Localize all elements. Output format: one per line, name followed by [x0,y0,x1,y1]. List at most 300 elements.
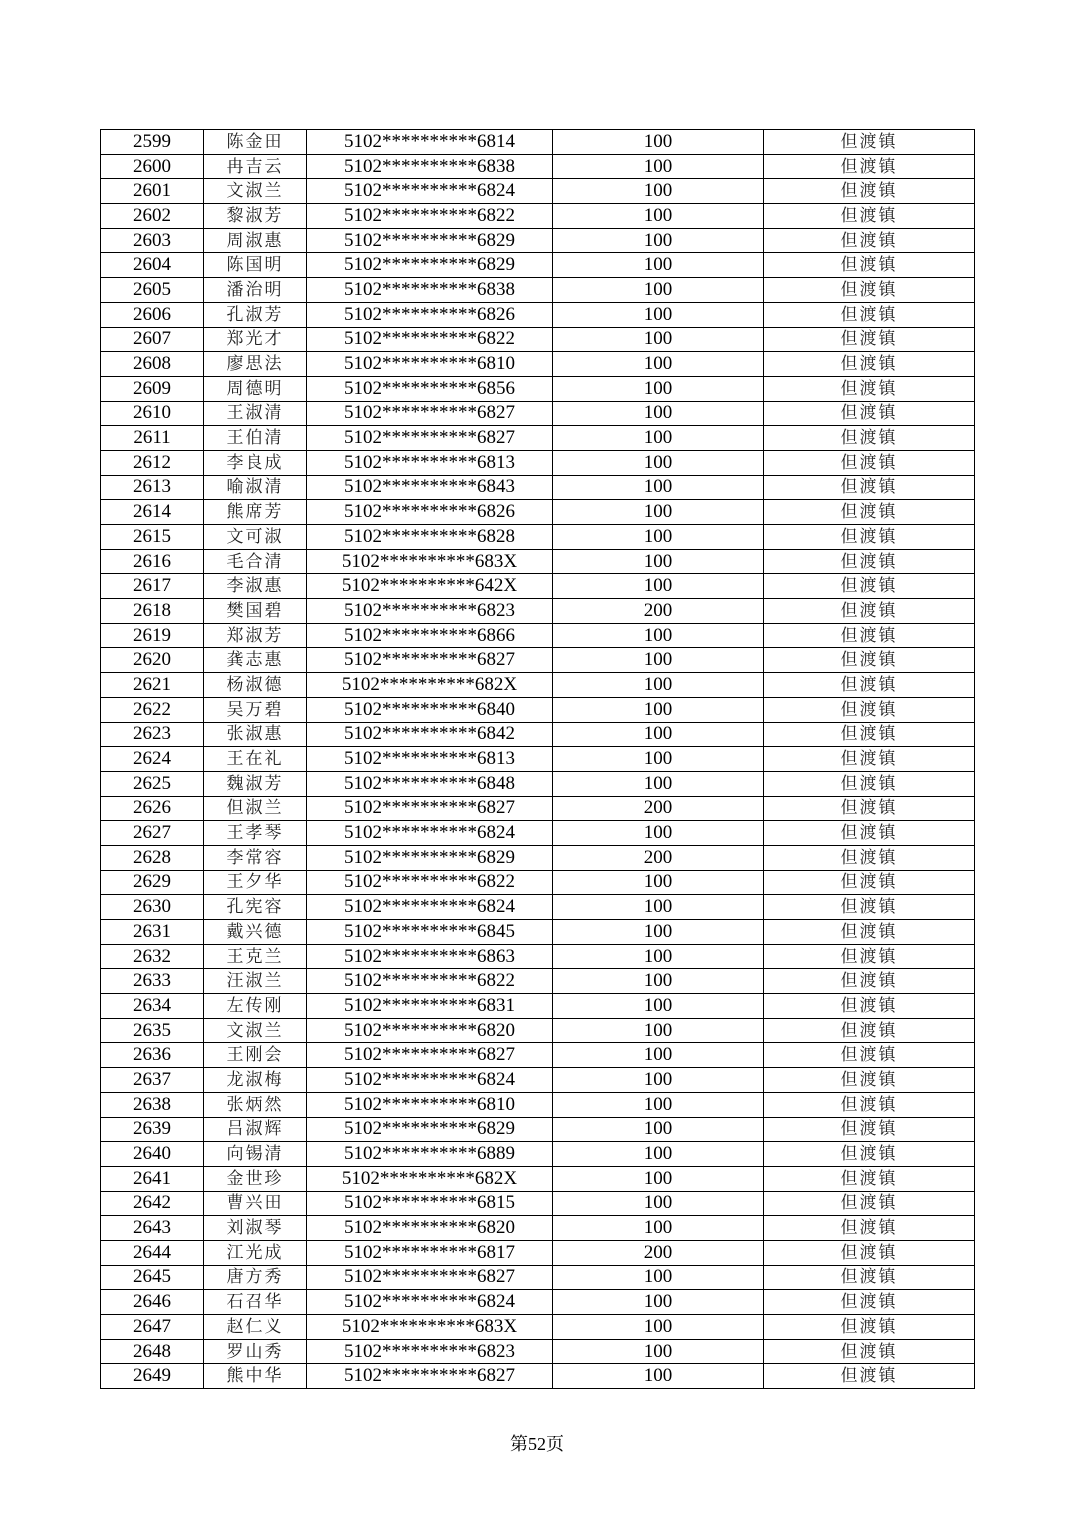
amount-cell: 100 [553,376,764,401]
person-name-cell: 孔宪容 [204,895,307,920]
id-number-cell: 5102**********6823 [307,599,553,624]
person-name-cell: 汪淑兰 [204,969,307,994]
person-name-cell: 周德明 [204,376,307,401]
town-name-cell: 但渡镇 [764,1240,975,1265]
id-number-cell: 5102**********6817 [307,1240,553,1265]
row-number-cell: 2613 [101,475,204,500]
person-name-cell: 王刚会 [204,1043,307,1068]
id-number-cell: 5102**********6863 [307,944,553,969]
id-number-cell: 5102**********6829 [307,228,553,253]
town-name-cell: 但渡镇 [764,179,975,204]
row-number-cell: 2633 [101,969,204,994]
person-name-cell: 王伯清 [204,426,307,451]
id-number-cell: 5102**********682X [307,673,553,698]
table-row [101,574,975,599]
amount-cell: 100 [553,1142,764,1167]
table-row [101,1117,975,1142]
row-number-cell: 2625 [101,771,204,796]
person-name-cell: 向锡清 [204,1142,307,1167]
town-name-cell: 但渡镇 [764,1018,975,1043]
person-name-cell: 郑光才 [204,327,307,352]
table-row [101,1191,975,1216]
row-number-cell: 2610 [101,401,204,426]
amount-cell: 100 [553,401,764,426]
person-name-cell: 王夕华 [204,870,307,895]
town-name-cell: 但渡镇 [764,697,975,722]
table-row [101,722,975,747]
town-name-cell: 但渡镇 [764,352,975,377]
row-number-cell: 2636 [101,1043,204,1068]
person-name-cell: 毛合清 [204,549,307,574]
person-name-cell: 龚志惠 [204,648,307,673]
row-number-cell: 2642 [101,1191,204,1216]
town-name-cell: 但渡镇 [764,1315,975,1340]
id-number-cell: 5102**********6824 [307,1068,553,1093]
table-row [101,920,975,945]
amount-cell: 100 [553,500,764,525]
id-number-cell: 5102**********6842 [307,722,553,747]
row-number-cell: 2638 [101,1092,204,1117]
row-number-cell: 2640 [101,1142,204,1167]
town-name-cell: 但渡镇 [764,253,975,278]
person-name-cell: 李淑惠 [204,574,307,599]
table-row [101,623,975,648]
town-name-cell: 但渡镇 [764,920,975,945]
table-body [101,130,975,1389]
row-number-cell: 2605 [101,278,204,303]
person-name-cell: 但淑兰 [204,796,307,821]
table-row [101,870,975,895]
amount-cell: 100 [553,920,764,945]
id-number-cell: 5102**********6827 [307,796,553,821]
id-number-cell: 5102**********6827 [307,1265,553,1290]
id-number-cell: 5102**********6814 [307,130,553,155]
id-number-cell: 5102**********6838 [307,154,553,179]
person-name-cell: 戴兴德 [204,920,307,945]
row-number-cell: 2614 [101,500,204,525]
table-row [101,130,975,155]
town-name-cell: 但渡镇 [764,1117,975,1142]
table-row [101,228,975,253]
person-name-cell: 左传刚 [204,994,307,1019]
row-number-cell: 2623 [101,722,204,747]
town-name-cell: 但渡镇 [764,771,975,796]
town-name-cell: 但渡镇 [764,204,975,229]
row-number-cell: 2628 [101,845,204,870]
town-name-cell: 但渡镇 [764,673,975,698]
amount-cell: 100 [553,1364,764,1389]
town-name-cell: 但渡镇 [764,302,975,327]
row-number-cell: 2603 [101,228,204,253]
town-name-cell: 但渡镇 [764,475,975,500]
person-name-cell: 刘淑琴 [204,1216,307,1241]
town-name-cell: 但渡镇 [764,944,975,969]
table-row [101,944,975,969]
table-row [101,673,975,698]
table-row [101,821,975,846]
amount-cell: 100 [553,969,764,994]
table-row [101,401,975,426]
person-name-cell: 李常容 [204,845,307,870]
town-name-cell: 但渡镇 [764,154,975,179]
person-name-cell: 吴万碧 [204,697,307,722]
row-number-cell: 2611 [101,426,204,451]
town-name-cell: 但渡镇 [764,1265,975,1290]
amount-cell: 100 [553,697,764,722]
amount-cell: 200 [553,845,764,870]
person-name-cell: 文淑兰 [204,179,307,204]
amount-cell: 100 [553,130,764,155]
person-name-cell: 张炳然 [204,1092,307,1117]
amount-cell: 100 [553,327,764,352]
person-name-cell: 孔淑芳 [204,302,307,327]
id-number-cell: 5102**********6829 [307,253,553,278]
id-number-cell: 5102**********6813 [307,747,553,772]
id-number-cell: 5102**********6866 [307,623,553,648]
row-number-cell: 2641 [101,1166,204,1191]
town-name-cell: 但渡镇 [764,969,975,994]
table-row [101,845,975,870]
person-name-cell: 廖思法 [204,352,307,377]
town-name-cell: 但渡镇 [764,401,975,426]
town-name-cell: 但渡镇 [764,994,975,1019]
row-number-cell: 2639 [101,1117,204,1142]
town-name-cell: 但渡镇 [764,525,975,550]
table-row [101,376,975,401]
row-number-cell: 2609 [101,376,204,401]
table-row [101,1315,975,1340]
row-number-cell: 2618 [101,599,204,624]
amount-cell: 100 [553,1265,764,1290]
person-name-cell: 潘治明 [204,278,307,303]
id-number-cell: 5102**********6824 [307,1290,553,1315]
amount-cell: 100 [553,648,764,673]
town-name-cell: 但渡镇 [764,599,975,624]
amount-cell: 200 [553,796,764,821]
person-name-cell: 冉吉云 [204,154,307,179]
id-number-cell: 5102**********6845 [307,920,553,945]
table-row [101,1092,975,1117]
amount-cell: 100 [553,1339,764,1364]
town-name-cell: 但渡镇 [764,1043,975,1068]
amount-cell: 100 [553,1216,764,1241]
row-number-cell: 2644 [101,1240,204,1265]
amount-cell: 100 [553,179,764,204]
table-row [101,697,975,722]
row-number-cell: 2616 [101,549,204,574]
row-number-cell: 2607 [101,327,204,352]
town-name-cell: 但渡镇 [764,1142,975,1167]
table-row [101,1018,975,1043]
town-name-cell: 但渡镇 [764,1364,975,1389]
amount-cell: 100 [553,1117,764,1142]
table-row [101,450,975,475]
amount-cell: 100 [553,722,764,747]
id-number-cell: 5102**********6810 [307,1092,553,1117]
row-number-cell: 2643 [101,1216,204,1241]
id-number-cell: 5102**********6829 [307,1117,553,1142]
amount-cell: 100 [553,821,764,846]
row-number-cell: 2637 [101,1068,204,1093]
row-number-cell: 2635 [101,1018,204,1043]
row-number-cell: 2622 [101,697,204,722]
row-number-cell: 2619 [101,623,204,648]
table-row [101,796,975,821]
table-row [101,1265,975,1290]
amount-cell: 100 [553,426,764,451]
town-name-cell: 但渡镇 [764,722,975,747]
town-name-cell: 但渡镇 [764,130,975,155]
id-number-cell: 5102**********6826 [307,302,553,327]
person-name-cell: 黎淑芳 [204,204,307,229]
amount-cell: 100 [553,771,764,796]
row-number-cell: 2606 [101,302,204,327]
amount-cell: 100 [553,1166,764,1191]
table-row [101,771,975,796]
row-number-cell: 2629 [101,870,204,895]
town-name-cell: 但渡镇 [764,1068,975,1093]
amount-cell: 100 [553,673,764,698]
person-name-cell: 吕淑辉 [204,1117,307,1142]
amount-cell: 100 [553,475,764,500]
id-number-cell: 5102**********6856 [307,376,553,401]
row-number-cell: 2617 [101,574,204,599]
amount-cell: 100 [553,525,764,550]
id-number-cell: 5102**********682X [307,1166,553,1191]
row-number-cell: 2632 [101,944,204,969]
person-name-cell: 陈金田 [204,130,307,155]
amount-cell: 100 [553,253,764,278]
town-name-cell: 但渡镇 [764,1339,975,1364]
amount-cell: 100 [553,302,764,327]
table-row [101,154,975,179]
person-name-cell: 熊中华 [204,1364,307,1389]
town-name-cell: 但渡镇 [764,1290,975,1315]
amount-cell: 100 [553,1191,764,1216]
town-name-cell: 但渡镇 [764,623,975,648]
town-name-cell: 但渡镇 [764,1166,975,1191]
row-number-cell: 2600 [101,154,204,179]
row-number-cell: 2631 [101,920,204,945]
town-name-cell: 但渡镇 [764,1191,975,1216]
amount-cell: 100 [553,1018,764,1043]
amount-cell: 100 [553,747,764,772]
id-number-cell: 5102**********6815 [307,1191,553,1216]
amount-cell: 100 [553,228,764,253]
id-number-cell: 5102**********6822 [307,870,553,895]
person-name-cell: 王孝琴 [204,821,307,846]
id-number-cell: 5102**********642X [307,574,553,599]
town-name-cell: 但渡镇 [764,845,975,870]
person-name-cell: 樊国碧 [204,599,307,624]
town-name-cell: 但渡镇 [764,648,975,673]
town-name-cell: 但渡镇 [764,228,975,253]
table-row [101,204,975,229]
amount-cell: 100 [553,1043,764,1068]
id-number-cell: 5102**********6843 [307,475,553,500]
row-number-cell: 2626 [101,796,204,821]
row-number-cell: 2612 [101,450,204,475]
person-name-cell: 魏淑芳 [204,771,307,796]
id-number-cell: 5102**********6827 [307,648,553,673]
person-name-cell: 王克兰 [204,944,307,969]
row-number-cell: 2648 [101,1339,204,1364]
amount-cell: 100 [553,994,764,1019]
table-row [101,253,975,278]
town-name-cell: 但渡镇 [764,549,975,574]
amount-cell: 100 [553,870,764,895]
id-number-cell: 5102**********6826 [307,500,553,525]
person-name-cell: 王在礼 [204,747,307,772]
id-number-cell: 5102**********6827 [307,401,553,426]
table-row [101,426,975,451]
town-name-cell: 但渡镇 [764,1092,975,1117]
table-row [101,1339,975,1364]
id-number-cell: 5102**********6822 [307,204,553,229]
table-row [101,179,975,204]
amount-cell: 100 [553,1092,764,1117]
table-row [101,1364,975,1389]
table-row [101,1068,975,1093]
table-row [101,549,975,574]
id-number-cell: 5102**********6827 [307,1364,553,1389]
table-row [101,648,975,673]
table-row [101,278,975,303]
id-number-cell: 5102**********6831 [307,994,553,1019]
town-name-cell: 但渡镇 [764,796,975,821]
id-number-cell: 5102**********6810 [307,352,553,377]
id-number-cell: 5102**********6828 [307,525,553,550]
table-row [101,1142,975,1167]
amount-cell: 100 [553,1315,764,1340]
row-number-cell: 2649 [101,1364,204,1389]
table-row [101,500,975,525]
person-name-cell: 李良成 [204,450,307,475]
person-name-cell: 龙淑梅 [204,1068,307,1093]
row-number-cell: 2602 [101,204,204,229]
table-row [101,1290,975,1315]
id-number-cell: 5102**********6820 [307,1018,553,1043]
amount-cell: 200 [553,1240,764,1265]
table-row [101,302,975,327]
person-name-cell: 周淑惠 [204,228,307,253]
person-name-cell: 赵仁义 [204,1315,307,1340]
row-number-cell: 2646 [101,1290,204,1315]
amount-cell: 100 [553,574,764,599]
person-name-cell: 郑淑芳 [204,623,307,648]
town-name-cell: 但渡镇 [764,821,975,846]
id-number-cell: 5102**********6820 [307,1216,553,1241]
id-number-cell: 5102**********6822 [307,969,553,994]
id-number-cell: 5102**********6840 [307,697,553,722]
person-name-cell: 金世珍 [204,1166,307,1191]
amount-cell: 100 [553,450,764,475]
id-number-cell: 5102**********6822 [307,327,553,352]
amount-cell: 100 [553,352,764,377]
id-number-cell: 5102**********6824 [307,179,553,204]
person-name-cell: 唐方秀 [204,1265,307,1290]
person-name-cell: 文可淑 [204,525,307,550]
amount-cell: 100 [553,1290,764,1315]
town-name-cell: 但渡镇 [764,376,975,401]
id-number-cell: 5102**********6813 [307,450,553,475]
row-number-cell: 2634 [101,994,204,1019]
row-number-cell: 2627 [101,821,204,846]
id-number-cell: 5102**********6827 [307,426,553,451]
person-name-cell: 文淑兰 [204,1018,307,1043]
id-number-cell: 5102**********6848 [307,771,553,796]
row-number-cell: 2608 [101,352,204,377]
row-number-cell: 2604 [101,253,204,278]
table-row [101,895,975,920]
table-row [101,1240,975,1265]
table-row [101,352,975,377]
id-number-cell: 5102**********6827 [307,1043,553,1068]
id-number-cell: 5102**********6823 [307,1339,553,1364]
person-name-cell: 陈国明 [204,253,307,278]
town-name-cell: 但渡镇 [764,278,975,303]
amount-cell: 200 [553,599,764,624]
row-number-cell: 2620 [101,648,204,673]
table-row [101,525,975,550]
beneficiary-table [100,129,975,1389]
id-number-cell: 5102**********683X [307,1315,553,1340]
table-row [101,599,975,624]
table-row [101,475,975,500]
person-name-cell: 杨淑德 [204,673,307,698]
table-row [101,327,975,352]
person-name-cell: 张淑惠 [204,722,307,747]
row-number-cell: 2630 [101,895,204,920]
id-number-cell: 5102**********683X [307,549,553,574]
id-number-cell: 5102**********6838 [307,278,553,303]
town-name-cell: 但渡镇 [764,574,975,599]
table-row [101,747,975,772]
table-row [101,994,975,1019]
person-name-cell: 曹兴田 [204,1191,307,1216]
town-name-cell: 但渡镇 [764,747,975,772]
id-number-cell: 5102**********6889 [307,1142,553,1167]
table-row [101,1043,975,1068]
row-number-cell: 2645 [101,1265,204,1290]
person-name-cell: 石召华 [204,1290,307,1315]
page-number: 第52页 [510,1434,564,1454]
row-number-cell: 2601 [101,179,204,204]
id-number-cell: 5102**********6824 [307,895,553,920]
table-row [101,1166,975,1191]
town-name-cell: 但渡镇 [764,1216,975,1241]
person-name-cell: 江光成 [204,1240,307,1265]
row-number-cell: 2599 [101,130,204,155]
town-name-cell: 但渡镇 [764,500,975,525]
id-number-cell: 5102**********6824 [307,821,553,846]
amount-cell: 100 [553,154,764,179]
town-name-cell: 但渡镇 [764,450,975,475]
town-name-cell: 但渡镇 [764,870,975,895]
table-row [101,1216,975,1241]
town-name-cell: 但渡镇 [764,426,975,451]
person-name-cell: 熊席芳 [204,500,307,525]
amount-cell: 100 [553,549,764,574]
row-number-cell: 2647 [101,1315,204,1340]
amount-cell: 100 [553,1068,764,1093]
amount-cell: 100 [553,278,764,303]
row-number-cell: 2615 [101,525,204,550]
amount-cell: 100 [553,204,764,229]
person-name-cell: 罗山秀 [204,1339,307,1364]
table-row [101,969,975,994]
person-name-cell: 王淑清 [204,401,307,426]
